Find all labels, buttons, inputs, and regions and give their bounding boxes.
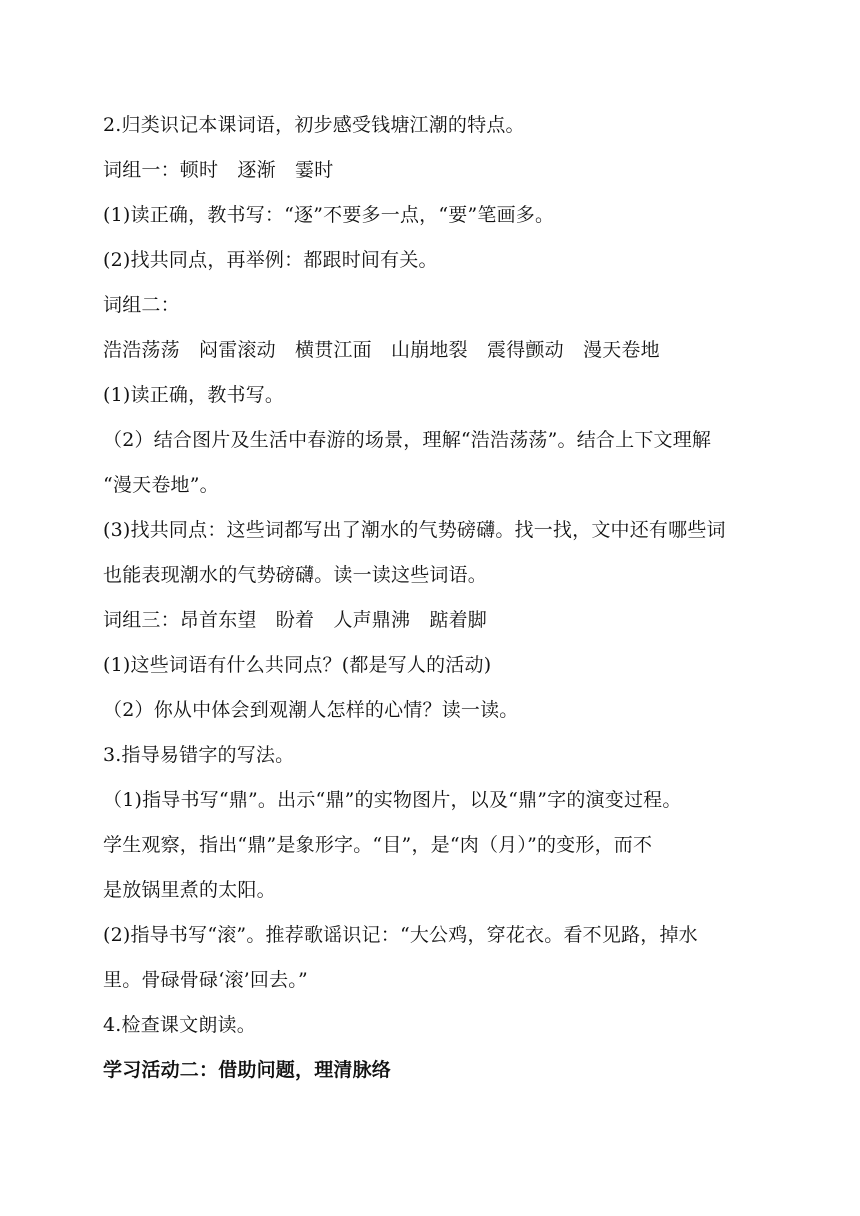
text-line: 4.检查课文朗读。	[103, 1014, 256, 1036]
text-line: 是放锅里煮的太阳。	[103, 879, 276, 901]
text-line: (1)这些词语有什么共同点？(都是写人的活动)	[103, 654, 492, 676]
text-line: (2)指导书写“滚”。推荐歌谣识记：“大公鸡，穿花衣。看不见路，掉水	[103, 924, 698, 946]
text-line: 词组二：	[103, 294, 180, 316]
text-line: (3)找共同点：这些词都写出了潮水的气势磅礴。找一找，文中还有哪些词	[103, 519, 726, 541]
text-line: 2.归类识记本课词语，初步感受钱塘江潮的特点。	[103, 114, 525, 136]
section-heading: 学习活动二：借助问题，理清脉络	[103, 1059, 392, 1081]
text-line: （2）你从中体会到观潮人怎样的心情？读一读。	[103, 699, 519, 721]
text-line: (2)找共同点，再举例：都跟时间有关。	[103, 249, 438, 271]
text-line: 词组三：昂首东望 盼着 人声鼎沸 踮着脚	[103, 609, 488, 631]
text-line: (1)读正确，教书写：“逐”不要多一点，“要”笔画多。	[103, 204, 555, 226]
text-line: 浩浩荡荡 闷雷滚动 横贯江面 山崩地裂 震得颤动 漫天卷地	[103, 339, 660, 361]
text-line: 3.指导易错字的写法。	[103, 744, 295, 766]
text-line: “漫天卷地”。	[103, 474, 219, 496]
text-line: （2）结合图片及生活中春游的场景，理解“浩浩荡荡”。结合上下文理解	[103, 429, 712, 451]
text-line: （1)指导书写“鼎”。出示“鼎”的实物图片，以及“鼎”字的演变过程。	[103, 789, 682, 811]
text-line: (1)读正确，教书写。	[103, 384, 285, 406]
text-line: 学生观察，指出“鼎”是象形字。“目”，是“肉（月）”的变形，而不	[103, 834, 653, 856]
text-line: 词组一：顿时 逐渐 霎时	[103, 159, 334, 181]
text-line: 也能表现潮水的气势磅礴。读一读这些词语。	[103, 564, 488, 586]
text-line: 里。骨碌骨碌‘滚’回去。”	[103, 969, 308, 991]
